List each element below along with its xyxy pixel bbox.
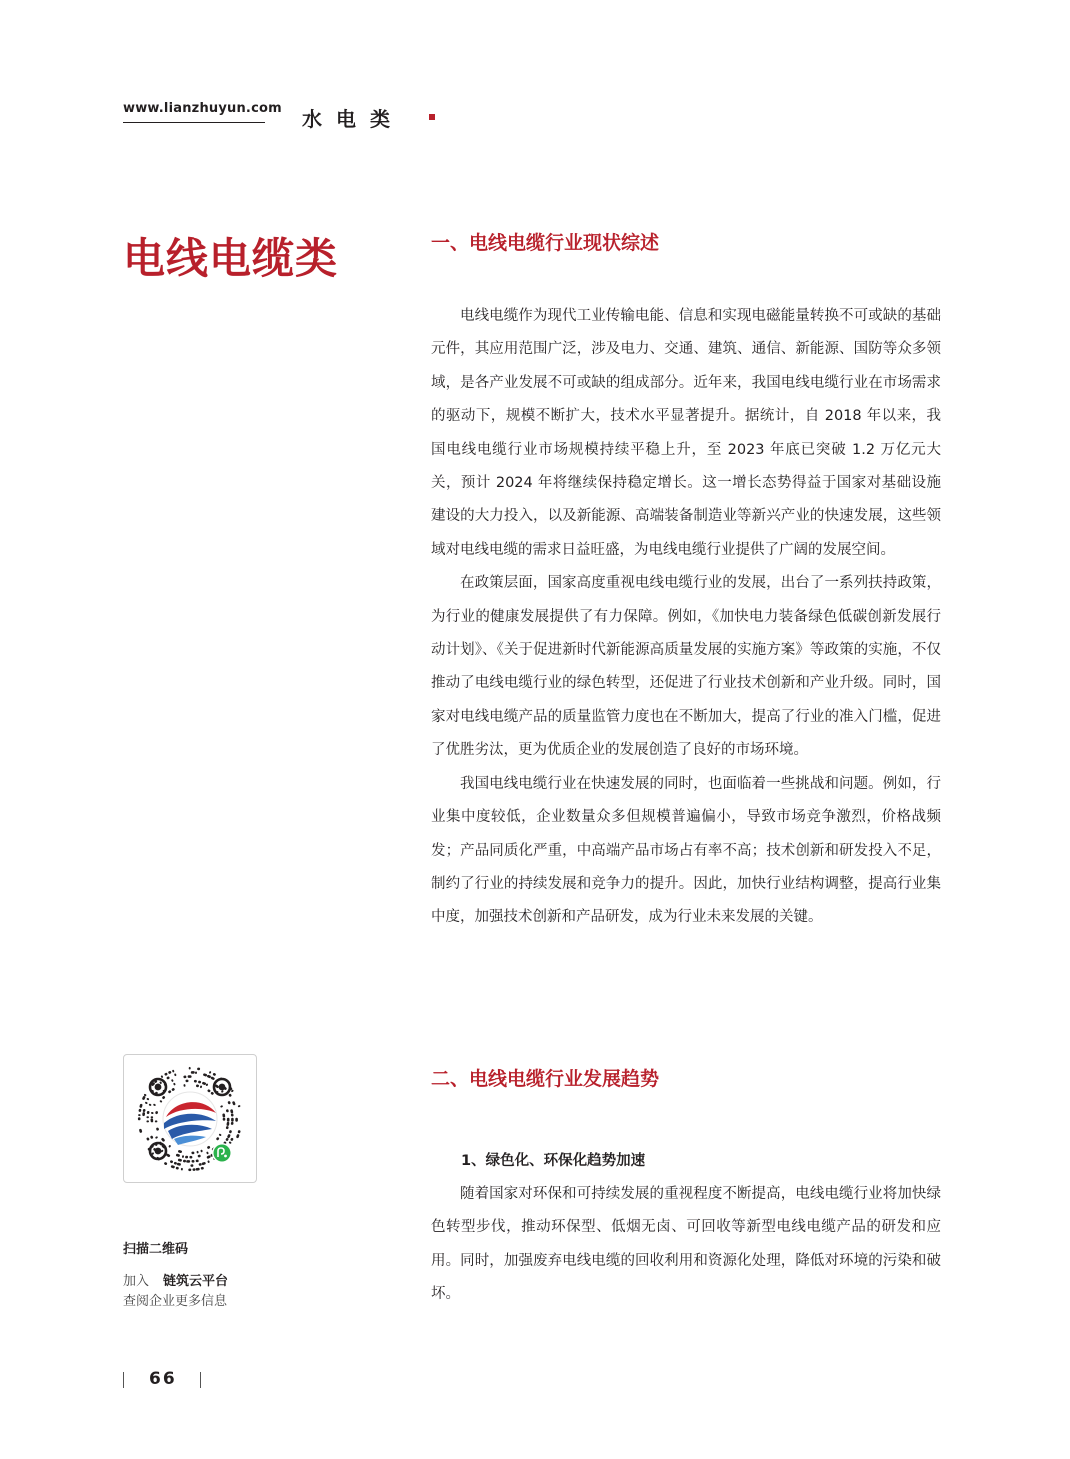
- page-number-right-bar: [200, 1372, 201, 1388]
- category-label: 水电类: [302, 107, 404, 131]
- qr-join-line: [123, 1270, 228, 1289]
- section-1-heading: 一、电线电缆行业现状综述: [431, 232, 660, 254]
- qr-code-card[interactable]: [123, 1054, 257, 1183]
- section-2-paragraph: 随着国家对环保和可持续发展的重视程度不断提高，电线电缆行业将加快绿色转型步伐，推动环保型、低烟无卤、可回收等新型电线电缆产品的研发和应用。同时，加强废弃电线电缆的回收利用和资源化处理，降低对环境的污染和破坏。: [431, 1186, 941, 1303]
- section-1-paragraph-2: 在政策层面，国家高度重视电线电缆行业的发展，出台了一系列扶持政策，为行业的健康发展提供了有力保障。例如，《加快电力装备绿色低碳创新发展行动计划》、《关于促进新时代新能源高质量发展的实施方案》等政策的实施，不仅推动了电线电缆行业的绿色转型，还促进了行业技术创新和产业升级。同时，国家对电线电缆产品的质量监管力度也在不断加大，提高了行业的准入门槛，促进了优胜劣汰，更为优质企业的发展创造了良好的市场环境。: [431, 575, 941, 759]
- qr-subtitle: 查阅企业更多信息: [123, 1294, 228, 1309]
- section-2-heading: 二、电线电缆行业发展趋势: [431, 1068, 660, 1090]
- site-url[interactable]: www.lianzhuyun.com: [123, 101, 265, 123]
- page-title: 电线电缆类: [123, 234, 339, 283]
- section-2-subheading: 1、绿色化、环保化趋势加速: [461, 1153, 646, 1169]
- page-number-left-bar: [123, 1372, 124, 1388]
- section-1-paragraph-3: 我国电线电缆行业在快速发展的同时，也面临着一些挑战和问题。例如，行业集中度较低，企业数量众多但规模普遍偏小，导致市场竞争激烈，价格战频发；产品同质化严重，中高端产品市场占有率不高；技术创新和研发投入不足，制约了行业的持续发展和竞争力的提升。因此，加快行业结构调整，提高行业集中度，加强技术创新和产品研发，成为行业未来发展的关键。: [431, 775, 941, 926]
- page-number: 66: [149, 1369, 177, 1389]
- qr-join-label: 加入: [123, 1274, 150, 1289]
- qr-title: 扫描二维码: [123, 1242, 189, 1257]
- qr-code-icon: [136, 1065, 244, 1173]
- section-1: [431, 230, 941, 935]
- red-square-marker: [429, 114, 435, 120]
- qr-brand: 链筑云平台: [163, 1274, 229, 1289]
- section-1-paragraph-1: 电线电缆作为现代工业传输电能、信息和实现电磁能量转换不可或缺的基础元件，其应用范围广泛，涉及电力、交通、建筑、通信、新能源、国防等众多领域，是各产业发展不可或缺的组成部分。近年来，我国电线电缆行业在市场需求的驱动下，规模不断扩大，技术水平显著提升。据统计，自 2018 年以来，我国电线电缆行业市场规模持续平稳上升，至 2023 年底已突破 1.2 万亿元大关，预计 2024 年将继续保持稳定增长。这一增长态势得益于国家对基础设施建设的大力投入，以及新能源、高端装备制造业等新兴产业的快速发展，这些领域对电线电缆的需求日益旺盛，为电线电缆行业提供了广阔的发展空间。: [431, 308, 941, 558]
- section-2: [431, 1066, 941, 1312]
